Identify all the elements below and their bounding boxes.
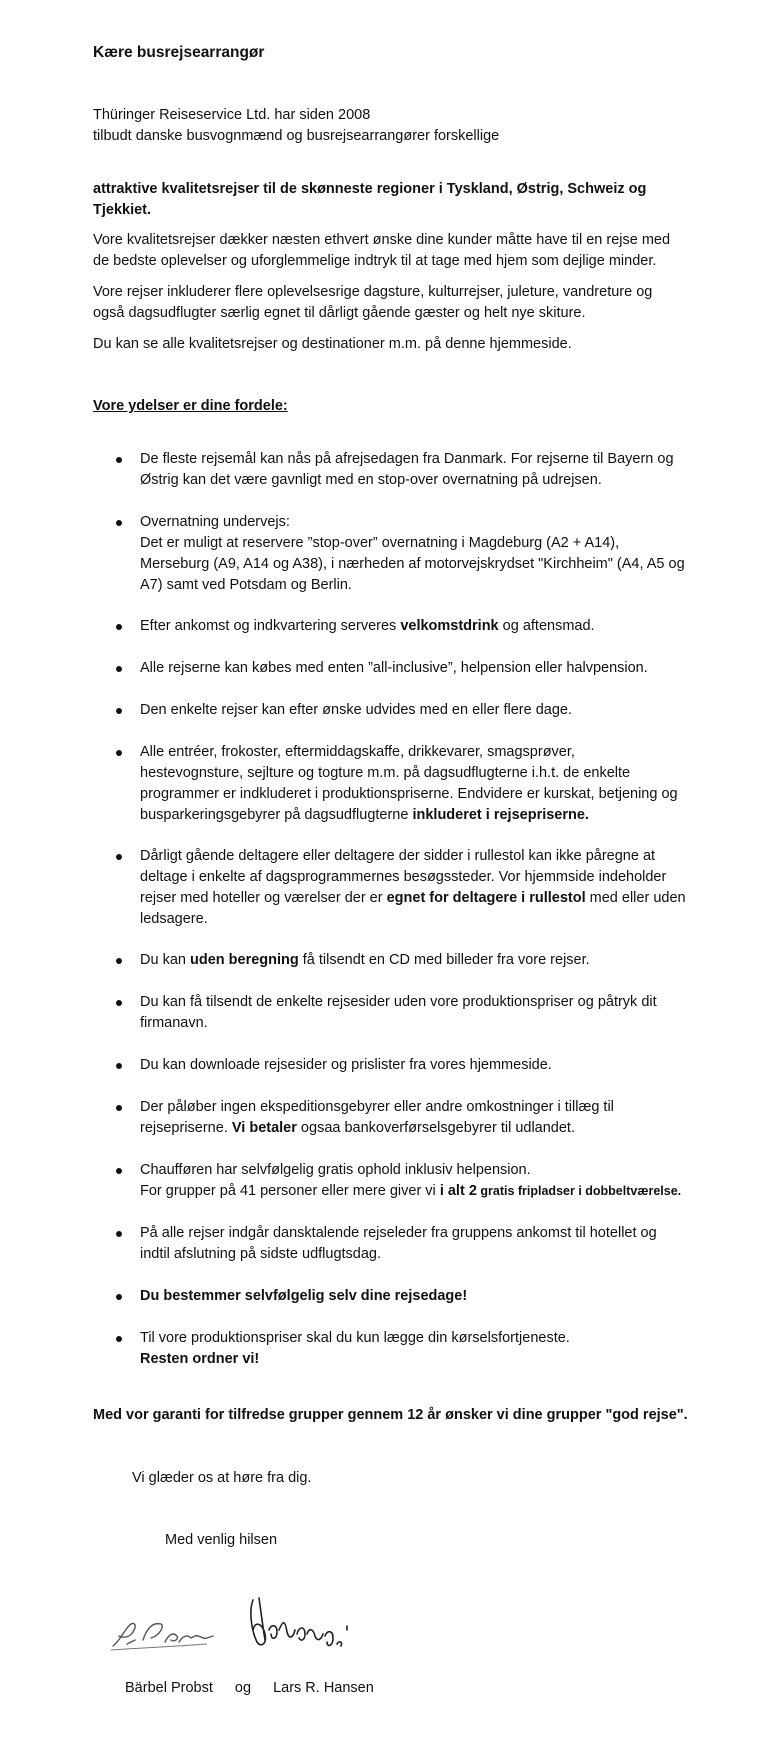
benefit-text: Efter ankomst og indkvartering serveres xyxy=(140,618,401,634)
paragraph-line: de bedste oplevelser og uforglemmelige indtryk til at tage med hjem som dejlige minder. xyxy=(93,253,657,269)
benefit-line xyxy=(140,888,740,909)
bullet-icon xyxy=(116,457,122,463)
bullet-icon xyxy=(116,1294,122,1300)
benefit-line: På alle rejser indgår dansktalende rejseleder fra gruppens ankomst til hotellet og xyxy=(140,1225,657,1241)
signature-probst xyxy=(107,1614,217,1654)
benefit-emphasis: gratis fripladser i dobbeltværelse. xyxy=(476,1184,682,1198)
benefit-line xyxy=(140,616,740,637)
benefit-item xyxy=(93,1160,740,1202)
benefit-item xyxy=(93,846,740,930)
benefit-line: programmer er indkluderet i produktionspriserne. Endvidere er kurskat, betjening og xyxy=(140,786,678,802)
letter-greeting: Kære busrejsearrangør xyxy=(93,44,265,61)
benefit-line: Du bestemmer selvfølgelig selv dine rejsedage! xyxy=(140,1288,468,1304)
benefit-line: Til vore produktionspriser skal du kun lægge din kørselsfortjeneste. xyxy=(140,1330,570,1346)
paragraph-quality xyxy=(93,230,670,272)
bullet-icon xyxy=(116,520,122,526)
benefit-item xyxy=(93,742,740,826)
benefit-item xyxy=(93,1097,740,1139)
benefit-line: Dårligt gående deltagere eller deltagere der sidder i rullestol kan ikke påregne at xyxy=(140,848,656,864)
signer-name: Bärbel Probst xyxy=(125,1680,213,1696)
regards-line: Med venlig hilsen xyxy=(165,1532,278,1548)
benefit-item xyxy=(93,700,740,721)
benefit-item xyxy=(93,658,740,679)
bullet-icon xyxy=(116,666,122,672)
signature-hansen xyxy=(243,1590,353,1662)
bullet-icon xyxy=(116,854,122,860)
intro-paragraph xyxy=(93,105,499,147)
bullet-icon xyxy=(116,1231,122,1237)
benefit-text: og aftensmad. xyxy=(498,618,595,634)
paragraph-line: Vore rejser inkluderer flere oplevelsesrige dagsture, kulturrejser, juleture, vandreture og xyxy=(93,284,653,300)
bullet-icon xyxy=(116,750,122,756)
benefit-line: Du kan downloade rejsesider og prislister fra vores hjemmeside. xyxy=(140,1057,552,1073)
intro-line: Thüringer Reiseservice Ltd. har siden 2008 xyxy=(93,107,371,123)
benefit-line xyxy=(140,950,740,971)
benefit-line: Du kan få tilsendt de enkelte rejsesider uden vore produktionspriser og påtryk dit xyxy=(140,994,657,1010)
benefit-line: deltage i enkelte af dagsprogrammernes besøgssteder. Vor hjemmside indeholder xyxy=(140,869,667,885)
benefit-item xyxy=(93,1328,740,1370)
benefit-line: Det er muligt at reservere ”stop-over” overnatning i Magdeburg (A2 + A14), xyxy=(140,535,620,551)
benefit-line xyxy=(140,805,740,826)
paragraph-line: også dagsudflugter særlig egnet til dårligt gående gæster og helt nye skiture. xyxy=(93,305,586,321)
benefit-line: Overnatning undervejs: xyxy=(140,514,290,530)
benefit-emphasis: inkluderet i rejsepriserne. xyxy=(412,807,589,823)
benefit-text: rejsepriserne. xyxy=(140,1120,232,1136)
bullet-icon xyxy=(116,958,122,964)
paragraph-website xyxy=(93,334,572,355)
benefit-item xyxy=(93,1286,740,1307)
benefit-text: busparkeringsgebyrer på dagsudflugterne xyxy=(140,807,413,823)
bullet-icon xyxy=(116,1000,122,1006)
benefit-item xyxy=(93,992,740,1034)
benefit-emphasis: Vi betaler xyxy=(231,1120,297,1136)
guarantee-statement: Med vor garanti for tilfredse grupper gennem 12 år ønsker vi dine grupper "god rejse". xyxy=(93,1407,688,1423)
bullet-icon xyxy=(116,624,122,630)
bullet-icon xyxy=(116,1105,122,1111)
benefit-line: Merseburg (A9, A14 og A38), i nærheden af motorvejskrydset "Kirchheim" (A4, A5 og xyxy=(140,556,685,572)
benefit-line: indtil afslutning på sidste udflugtsdag. xyxy=(140,1246,382,1262)
bullet-icon xyxy=(116,1063,122,1069)
benefit-line: A7) samt ved Potsdam og Berlin. xyxy=(140,577,352,593)
benefit-item xyxy=(93,950,740,971)
benefit-line: Østrig kan det være gavnligt med en stop-over overnatning på udrejsen. xyxy=(140,472,602,488)
signer-names xyxy=(125,1678,374,1699)
benefit-line xyxy=(140,1181,740,1202)
benefit-text: få tilsendt en CD med billeder fra vore rejser. xyxy=(298,952,590,968)
benefit-text: med eller uden xyxy=(585,890,686,906)
benefit-item xyxy=(93,449,740,491)
benefit-line: Resten ordner vi! xyxy=(140,1351,260,1367)
benefit-emphasis: velkomstdrink xyxy=(400,618,499,634)
benefit-emphasis: egnet for deltagere i rullestol xyxy=(386,890,586,906)
benefit-item xyxy=(93,512,740,596)
paragraph-line: Vore kvalitetsrejser dækker næsten ethvert ønske dine kunder måtte have til en rejse med xyxy=(93,232,671,248)
closing-line: Vi glæder os at høre fra dig. xyxy=(132,1470,312,1486)
benefit-line: Alle rejserne kan købes med enten ”all-inclusive”, helpension eller halvpension. xyxy=(140,660,648,676)
signer-conjunction: og xyxy=(234,1680,252,1696)
signer-name: Lars R. Hansen xyxy=(273,1680,374,1696)
benefit-text: Du kan xyxy=(140,952,190,968)
benefit-emphasis: i alt 2 xyxy=(439,1183,477,1199)
benefit-item xyxy=(93,616,740,637)
benefit-line: Chaufføren har selvfølgelig gratis ophold inklusiv helpension. xyxy=(140,1162,531,1178)
benefit-item xyxy=(93,1223,740,1265)
benefit-line: ledsagere. xyxy=(140,911,208,927)
benefit-line: hestevognsture, sejlture og togture m.m. på dagsudflugterne i.h.t. de enkelte xyxy=(140,765,631,781)
benefit-text: ogsaa bankoverførselsgebyrer til udlandet. xyxy=(296,1120,575,1136)
intro-line: tilbudt danske busvognmænd og busrejsearrangører forskellige xyxy=(93,128,500,144)
benefit-line: Den enkelte rejser kan efter ønske udvides med en eller flere dage. xyxy=(140,702,573,718)
bullet-icon xyxy=(116,1168,122,1174)
bullet-icon xyxy=(116,1336,122,1342)
benefit-line: firmanavn. xyxy=(140,1015,208,1031)
benefit-line: De fleste rejsemål kan nås på afrejsedagen fra Danmark. For rejserne til Bayern og xyxy=(140,451,674,467)
benefits-heading: Vore ydelser er dine fordele: xyxy=(93,398,288,414)
benefit-text: rejser med hoteller og værelser der er xyxy=(140,890,387,906)
benefit-item xyxy=(93,1055,740,1076)
paragraph-line: Du kan se alle kvalitetsrejser og destinationer m.m. på denne hjemmeside. xyxy=(93,336,572,352)
highlight-statement: attraktive kvalitetsrejser til de skønneste regioner i Tyskland, Østrig, Schweiz og Tjekkiet. xyxy=(93,181,647,218)
benefit-line xyxy=(140,1118,740,1139)
benefit-text: For grupper på 41 personer eller mere giver vi xyxy=(140,1183,440,1199)
paragraph-trips xyxy=(93,282,652,324)
bullet-icon xyxy=(116,708,122,714)
benefit-emphasis: uden beregning xyxy=(189,952,299,968)
benefit-line: Der påløber ingen ekspeditionsgebyrer eller andre omkostninger i tillæg til xyxy=(140,1099,614,1115)
benefit-line: Alle entréer, frokoster, eftermiddagskaffe, drikkevarer, smagsprøver, xyxy=(140,744,575,760)
